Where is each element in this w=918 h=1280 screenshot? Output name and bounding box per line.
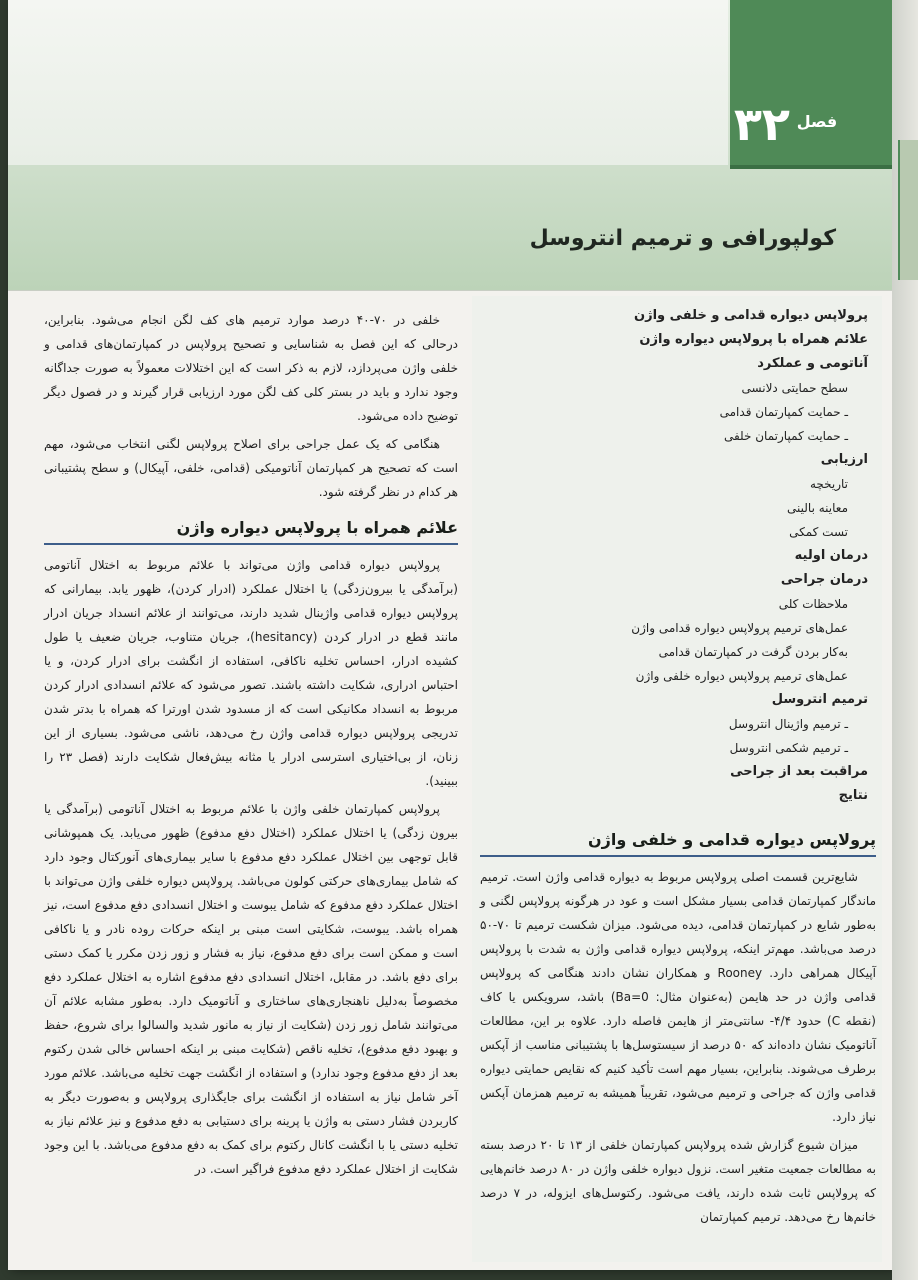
outline-item: آناتومی و عملکرد: [757, 356, 868, 371]
outline-item: درمان اولیه: [794, 548, 868, 563]
outline-item: علائم همراه با پرولاپس دیواره واژن: [639, 332, 868, 347]
symptoms-paragraph-1: پرولاپس دیواره قدامی واژن می‌تواند با علائم مربوط به اختلال آناتومی (برآمدگی یا بیرون‌زدگی) یا اختلال عملکرد (ادرار کردن)، ظهور یابد. بیمارانی که پرولاپس دیواره قدامی واژینال شدید دارند، می‌توانند از علائم انسداد جریان ادرار مانند قطع در ادرار کردن (hesitancy)، جریان متناوب، جریان ضعیف یا طول کشیده ادرار، احساس تخلیه ناکافی، استفاده از انگشت برای ادرار کردن، و یا احتباس ادراری، شکایت داشته باشند. تصور می‌شود که علائم انسدادی ادرار کردن مربوط به انسداد مکانیکی است که از مسدود شدن اورترا که همراه با بدتر شدن تدریجی پرولاپس دیواره قدامی واژن رخ می‌دهد، ناشی می‌شود. بسیاری از این زنان، از بی‌اختیاری استرسی ادرار یا مثانه بیش‌فعال شکایت دارند (فصل ۲۳ را ببینید).: [44, 558, 459, 788]
outline-item: ملاحظات کلی: [778, 597, 848, 611]
chapter-label: فصل: [796, 112, 838, 131]
banner-light-area: [8, 0, 728, 165]
section-heading-prolapse: پرولاپس دیواره قدامی و خلفی واژن: [480, 828, 876, 857]
right-column: [472, 296, 882, 1262]
chapter-title: کولپورافی و ترمیم انتروسل: [529, 226, 836, 251]
outline-item: ارزیابی: [820, 452, 868, 467]
section-heading-symptoms: علائم همراه با پرولاپس دیواره واژن: [44, 516, 458, 545]
chapter-number: ۳۲: [733, 97, 790, 151]
adjacent-page-tab: [898, 140, 918, 280]
symptoms-paragraph-2: پرولاپس کمپارتمان خلفی واژن با علائم مربوط به اختلال آناتومی (برآمدگی یا بیرون زدگی) یا اختلال عملکرد (اختلال دفع مدفوع) ظهور می‌یابد. یک همپوشانی قابل توجهی بین اختلال عملکرد دفع مدفوع با سایر بیماری‌های آنورکتال وجود دارد که شامل بیماری‌های حرکتی کولون می‌باشد. پرولاپس دیواره خلفی واژن می‌تواند با اختلال عملکرد دفع مدفوع که شامل یبوست و اختلال انسدادی دفع مدفوع است، نیز همراه باشد. یبوست، شکایتی است مبنی بر اینکه حرکات روده نادر و یا ناکافی است و ممکن است برای دفع مدفوع، نیاز به فشار و زور زدن مکرر یا کمک دستی برای دفع باشد. در مقابل، اختلال انسدادی دفع مدفوع اشاره به اختلال عملکرد دفع مخصوصاً به‌دلیل ناهنجاری‌های ساختاری و آناتومیک دارد. به‌طور مشابه علائم آن می‌توانند شامل زور زدن (شکایت از نیاز به مانور شدید والسالوا برای شروع، حفظ و بهبود دفع مدفوع)، تخلیه ناقص (شکایت مبنی بر اینکه احساس خالی شدن رکتوم بعد از دفع مدفوع وجود ندارد) و استفاده از انگشت جهت تخلیه می‌باشد. علائم مورد آخر شامل نیاز به استفاده از انگشت برای جایگذاری پرولاپس و به‌صورت دیگر به کاربردن فشار دستی به واژن یا پرینه برای دستیابی به دفع مدفوع و نیز علائم نیاز به تخلیه دستی یا با انگشت کانال رکتوم برای کمک به دفع مدفوع می‌باشد. با این وجود شکایت از اختلال عملکرد دفع مدفوع فراگیر است. در: [44, 802, 458, 1176]
outline-item: ـ حمایت کمپارتمان قدامی: [719, 405, 848, 419]
outline-item: تست کمکی: [789, 525, 848, 539]
outline-item: ـ ترمیم واژینال انتروسل: [728, 717, 848, 731]
outline-item: ـ ترمیم شکمی انتروسل: [729, 741, 848, 755]
outline-item: عمل‌های ترمیم پرولاپس دیواره قدامی واژن: [631, 621, 848, 635]
outline-item: نتایج: [838, 788, 868, 803]
outline-item: مراقبت بعد از جراحی: [730, 764, 868, 779]
prolapse-paragraph-1: شایع‌ترین قسمت اصلی پرولاپس مربوط به دیواره قدامی واژن است. ترمیم ماندگار کمپارتمان قدامی بسیار مشکل است و عود در هرگونه پرولاپس لگنی و به‌طور شایع در کمپارتمان قدامی، دیده می‌شود. میزان شکست ترمیم تا ۷۰-۵۰ درصد می‌باشد. مهم‌تر اینکه، پرولاپس دیواره قدامی واژن به شدت با پرولاپس آپیکال همراهی دارد. Rooney و همکاران نشان دادند هنگامی که پرولاپس قدامی واژن در حد هایمن (به‌عنوان مثال: Ba=0) باشد، سرویکس یا کاف (نقطه C) حدود ۴/۴- سانتی‌متر از هایمن فاصله دارد. علاوه بر این، مطالعات آناتومیک نشان داده‌اند که ۵۰ درصد از سیستوسل‌ها با پشتیبانی مناسب از آپکس برطرف می‌شوند. بنابراین، بسیار مهم است تأکید کنیم که نقایص حمایتی دیواره قدامی واژن که جراحی و ترمیم می‌شود، تقریباً همیشه به ترمیم همزمان آپکس نیاز دارد.: [480, 870, 876, 1124]
left-column: [44, 308, 458, 1185]
intro-paragraph-1: خلفی در ۷۰-۴۰ درصد موارد ترمیم های کف لگن انجام می‌شود. بنابراین، درحالی که این فصل به شناسایی و تصحیح پرولاپس در کمپارتمان‌های قدامی و خلفی واژن می‌پردازد، لازم به ذکر است که این اختلالات معمولاً به صورت جداگانه وجود ندارد و باید در بستر کلی کف لگن مورد ارزیابی قرار گیرند و در فصول دیگر توضیح داده می‌شود.: [44, 313, 458, 423]
outline-item: تاریخچه: [809, 477, 848, 491]
chapter-outline: [488, 304, 868, 808]
outline-item: ترمیم انتروسل: [771, 692, 868, 707]
outline-item: پرولاپس دیواره قدامی و خلفی واژن: [634, 308, 868, 323]
outline-item: سطح حمایتی دلانسی: [741, 381, 848, 395]
outline-item: به‌کار بردن گرفت در کمپارتمان قدامی: [658, 645, 848, 659]
outline-item: معاینه بالینی: [787, 501, 848, 515]
right-text-block: [480, 816, 876, 1233]
prolapse-paragraph-2: میزان شیوع گزارش شده پرولاپس کمپارتمان خلفی از ۱۳ تا ۲۰ درصد بسته به مطالعات جمعیت متغیر است. نزول دیواره خلفی واژن در ۸۰ درصد خانم‌هایی که پرولاپس ثابت شده دارند، یافت می‌شود. رکتوسل‌های ایزوله، در ۷ درصد خانم‌ها رخ می‌دهد. ترمیم کمپارتمان: [480, 1138, 876, 1224]
outline-item: درمان جراحی: [780, 572, 868, 587]
book-page: [8, 0, 892, 1270]
outline-item: ـ حمایت کمپارتمان خلفی: [723, 429, 848, 443]
intro-paragraph-2: هنگامی که یک عمل جراحی برای اصلاح پرولاپس لگنی انتخاب می‌شود، مهم است که تصحیح هر کمپارتمان آناتومیکی (قدامی، خلفی، آپیکال) و سطح پشتیبانی هر کدام در نظر گرفته شود.: [44, 437, 458, 499]
banner-divider: [8, 290, 892, 291]
adjacent-page-edge: [892, 0, 918, 1280]
outline-item: عمل‌های ترمیم پرولاپس دیواره خلفی واژن: [635, 669, 848, 683]
